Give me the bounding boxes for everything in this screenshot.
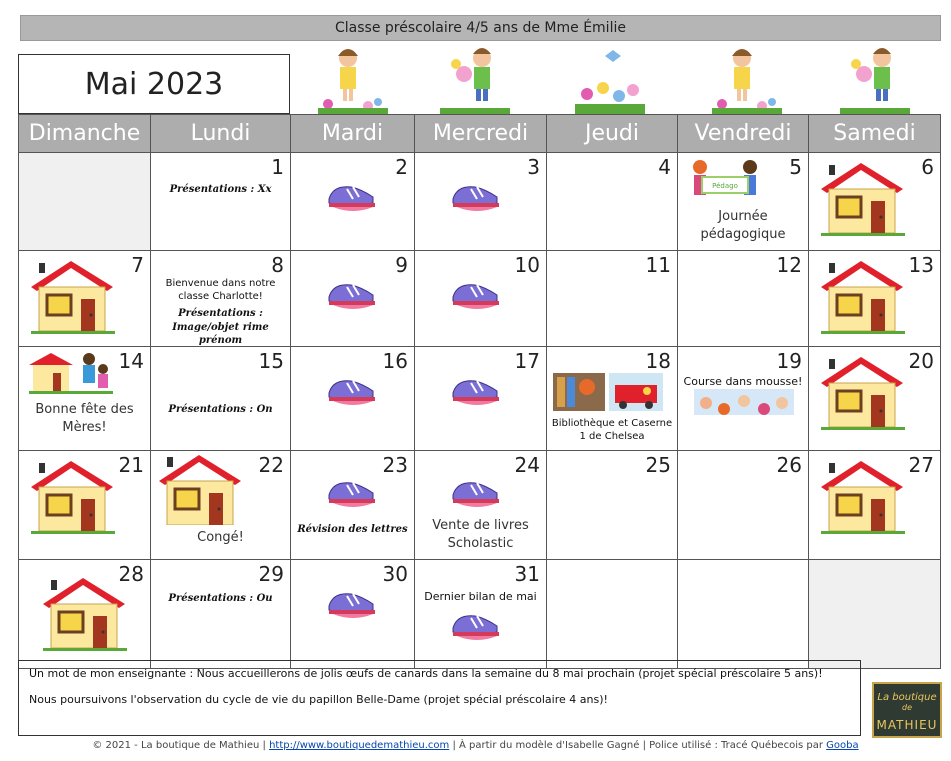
day-number: 23	[382, 453, 408, 477]
day-cell	[291, 153, 415, 251]
day-note: Bonne fête des Mères!	[35, 402, 134, 435]
day-cell	[547, 251, 678, 347]
shoe-icon	[327, 375, 377, 409]
day-number: 18	[645, 349, 671, 373]
day-cell	[809, 153, 941, 251]
house-icon	[31, 261, 117, 337]
day-cell	[291, 347, 415, 451]
day-note: Journée pédagogique	[700, 209, 786, 242]
day-cell	[809, 451, 941, 560]
day-cell	[291, 251, 415, 347]
week-row	[19, 560, 941, 669]
shoe-icon	[327, 477, 377, 511]
day-cell	[151, 251, 291, 347]
day-number: 7	[131, 253, 144, 277]
empty-cell	[809, 560, 941, 669]
day-cell	[678, 451, 809, 560]
day-number: 30	[382, 562, 408, 586]
day-number: 25	[645, 453, 671, 477]
logo-text: La boutique	[877, 692, 937, 703]
day-note: Bienvenue dans notre classe Charlotte!	[165, 278, 276, 302]
empty-cell	[678, 560, 809, 669]
shoe-icon	[451, 477, 501, 511]
day-number: 27	[908, 453, 934, 477]
day-number: 31	[514, 562, 540, 586]
weekday-monday: Lundi	[151, 115, 291, 153]
empty-cell	[19, 153, 151, 251]
day-number: 17	[514, 349, 540, 373]
footer	[0, 740, 951, 751]
shoe-icon	[451, 375, 501, 409]
day-note: Congé!	[197, 530, 244, 545]
day-number: 26	[776, 453, 802, 477]
day-number: 21	[118, 453, 144, 477]
day-note: Présentations : Ou	[168, 593, 273, 604]
teacher-message-line: Un mot de mon enseignante : Nous accueillerons de jolis œufs de canards dans la semaine du 8 mai prochain (projet spécial préscolaire 5 ans)!	[29, 667, 823, 680]
day-cell	[415, 153, 547, 251]
day-note: Présentations : Xx	[169, 184, 272, 195]
boy-flowers-icon	[440, 44, 510, 114]
day-number: 20	[908, 349, 934, 373]
house-icon	[43, 578, 129, 654]
day-number: 29	[258, 562, 284, 586]
weekday-wednesday: Mercredi	[415, 115, 547, 153]
day-note: Vente de livres Scholastic	[432, 518, 529, 551]
pedago-sign-icon	[690, 157, 760, 201]
month-title: Mai 2023	[18, 54, 290, 114]
day-cell	[415, 451, 547, 560]
day-number: 3	[527, 155, 540, 179]
shoe-icon	[451, 610, 501, 644]
day-number: 5	[789, 155, 802, 179]
house-icon	[821, 261, 907, 337]
weekday-sunday: Dimanche	[19, 115, 151, 153]
house-icon	[31, 461, 117, 537]
footer-credits: | À partir du modèle d'Isabelle Gagné | Police utilisé : Tracé Québecois par	[449, 740, 827, 751]
weekday-tuesday: Mardi	[291, 115, 415, 153]
week-row	[19, 451, 941, 560]
day-number: 8	[271, 253, 284, 277]
day-cell	[809, 347, 941, 451]
day-number: 14	[118, 349, 144, 373]
day-number: 15	[258, 349, 284, 373]
day-number: 16	[382, 349, 408, 373]
day-number: 10	[514, 253, 540, 277]
mother-child-house-icon	[29, 351, 113, 397]
logo-text: de	[902, 703, 912, 712]
day-note: Dernier bilan de mai	[424, 590, 537, 603]
weekday-saturday: Samedi	[809, 115, 941, 153]
girl-gardening-icon	[318, 44, 388, 114]
footer-copyright: © 2021 - La boutique de Mathieu |	[92, 740, 270, 751]
day-number: 9	[395, 253, 408, 277]
day-cell	[678, 153, 809, 251]
day-cell	[415, 347, 547, 451]
house-icon	[159, 455, 245, 525]
day-note: Présentations : On	[168, 404, 273, 415]
day-cell	[19, 451, 151, 560]
girl-gardening-icon	[712, 44, 782, 114]
logo-text: MATHIEU	[876, 718, 938, 732]
day-cell	[19, 560, 151, 669]
footer-gooba-link[interactable]: Gooba	[826, 740, 859, 751]
day-cell	[415, 560, 547, 669]
week-row	[19, 347, 941, 451]
teacher-message-line: Nous poursuivons l'observation du cycle de vie du papillon Belle-Dame (projet spécial préscolaire 4 ans)!	[29, 693, 608, 706]
boutique-logo	[872, 682, 942, 738]
weekday-header-row	[19, 115, 941, 153]
footer-website-link[interactable]: http://www.boutiquedemathieu.com	[269, 740, 450, 751]
week-row	[19, 153, 941, 251]
day-cell	[547, 451, 678, 560]
day-note: Bibliothèque et Caserne 1 de Chelsea	[551, 418, 673, 442]
weekday-thursday: Jeudi	[547, 115, 678, 153]
day-number: 6	[921, 155, 934, 179]
calendar-grid	[18, 114, 941, 669]
day-number: 1	[271, 155, 284, 179]
shoe-icon	[327, 181, 377, 215]
shoe-icon	[327, 279, 377, 313]
foam-party-icon	[694, 389, 794, 425]
day-cell	[151, 451, 291, 560]
day-note: Révision des lettres	[297, 524, 408, 535]
boy-flowers-icon	[840, 44, 910, 114]
shoe-icon	[451, 181, 501, 215]
week-row	[19, 251, 941, 347]
day-number: 4	[658, 155, 671, 179]
day-cell	[151, 153, 291, 251]
day-number: 28	[118, 562, 144, 586]
day-cell	[547, 347, 678, 451]
day-cell	[19, 347, 151, 451]
day-cell	[547, 153, 678, 251]
day-number: 12	[776, 253, 802, 277]
day-number: 2	[395, 155, 408, 179]
class-title-bar	[20, 15, 941, 41]
day-number: 11	[645, 253, 671, 277]
day-number: 24	[514, 453, 540, 477]
day-number: 22	[258, 453, 284, 477]
weekday-friday: Vendredi	[678, 115, 809, 153]
flowers-butterfly-icon	[575, 44, 645, 114]
day-cell	[291, 451, 415, 560]
library-firetruck-icon	[553, 371, 665, 413]
pedago-sign-text: Pédago	[712, 182, 738, 190]
class-title: Classe préscolaire 4/5 ans de Mme Émilie	[335, 20, 626, 36]
day-cell	[678, 347, 809, 451]
shoe-icon	[327, 588, 377, 622]
empty-cell	[547, 560, 678, 669]
day-note: Course dans mousse!	[683, 375, 803, 388]
day-number: 13	[908, 253, 934, 277]
house-icon	[821, 357, 907, 433]
teacher-message-box	[18, 660, 861, 736]
day-cell	[678, 251, 809, 347]
day-cell	[19, 251, 151, 347]
day-cell	[151, 560, 291, 669]
day-cell	[809, 251, 941, 347]
day-note-secondary: Présentations : Image/objet rime prénom	[172, 308, 269, 346]
day-cell	[151, 347, 291, 451]
house-icon	[821, 163, 907, 239]
day-cell	[415, 251, 547, 347]
shoe-icon	[451, 279, 501, 313]
house-icon	[821, 461, 907, 537]
day-cell	[291, 560, 415, 669]
day-number: 19	[776, 349, 802, 373]
